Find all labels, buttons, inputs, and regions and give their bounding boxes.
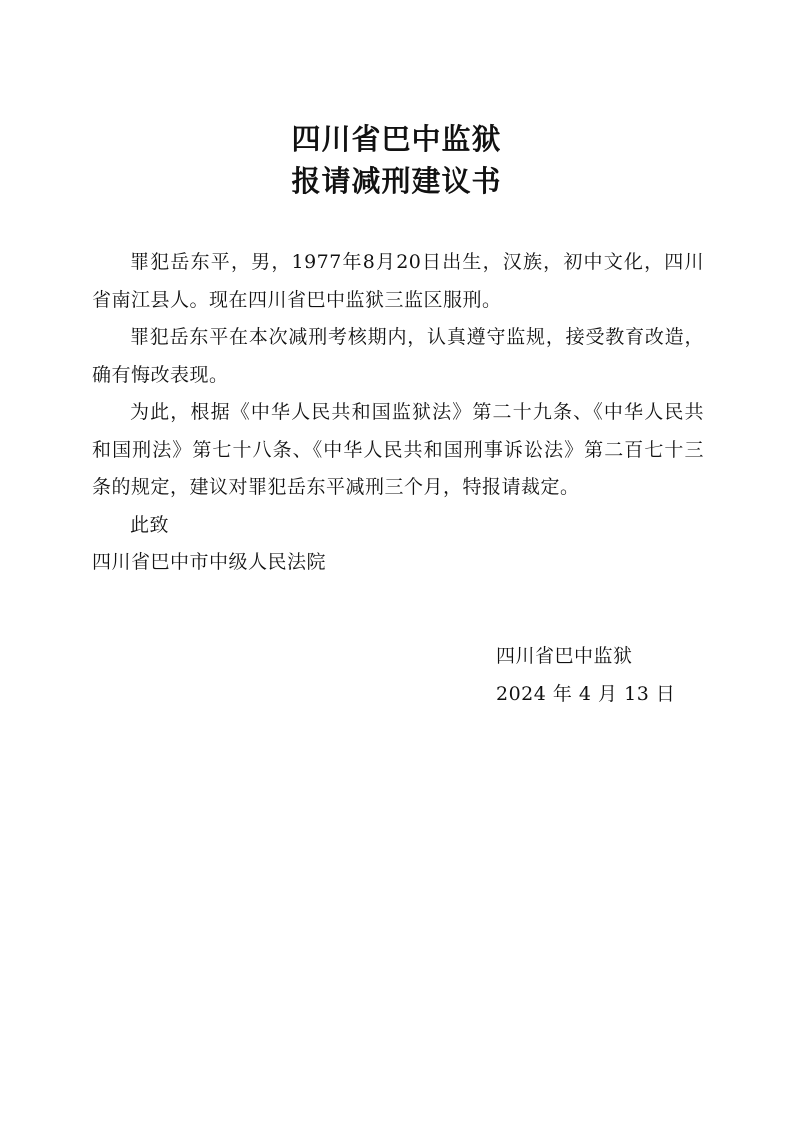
paragraph-prisoner-info: 罪犯岳东平，男，1977年8月20日出生，汉族，初中文化，四川省南江县人。现在四川省巴中监狱三监区服刑。 — [92, 251, 704, 311]
signature-date: 2024 年 4 月 13 日 — [496, 682, 676, 705]
paragraph-salutation: 此致 — [130, 513, 170, 536]
signature-issuer: 四川省巴中监狱 — [496, 645, 633, 667]
paragraph-assessment: 罪犯岳东平在本次减刑考核期内，认真遵守监规，接受教育改造，确有悔改表现。 — [92, 326, 704, 386]
signature-block — [496, 638, 675, 713]
document-body — [92, 244, 704, 582]
title-line-issuer: 四川省巴中监狱 — [291, 122, 502, 156]
title-line-doc-type: 报请减刑建议书 — [291, 164, 502, 198]
paragraph-legal-basis: 为此，根据《中华人民共和国监狱法》第二十九条、《中华人民共和国刑法》第七十八条、《中华人民共和国刑事诉讼法》第二百七十三条的规定，建议对罪犯岳东平减刑三个月，特报请裁定。 — [92, 401, 704, 498]
document-title — [0, 118, 793, 202]
recipient-court: 四川省巴中市中级人民法院 — [92, 551, 327, 573]
